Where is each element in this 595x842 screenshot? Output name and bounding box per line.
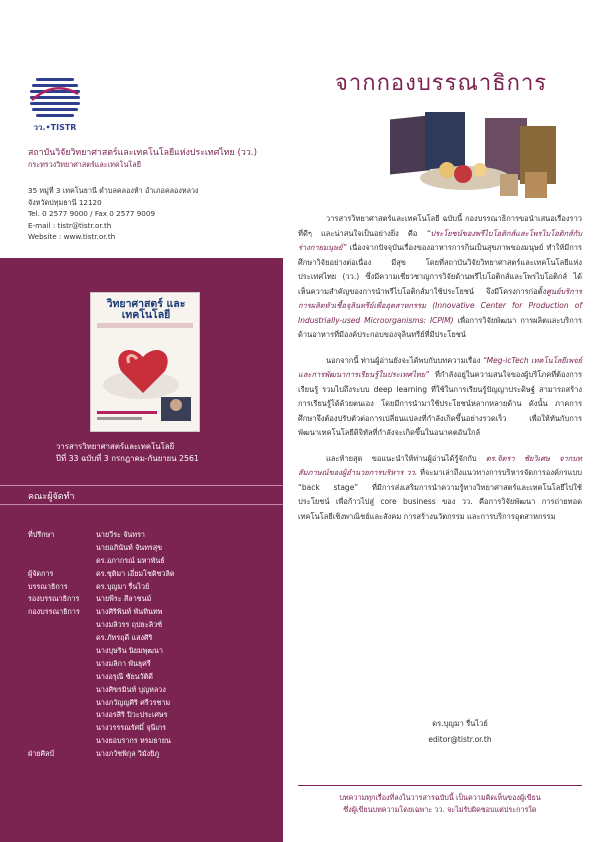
editor-row [28, 569, 278, 582]
editor-row [28, 685, 278, 698]
logo-text: วว.•TISTR [33, 123, 77, 132]
globe-icon [30, 72, 80, 134]
editor-name: นางมลิกา พันธุศรี [96, 658, 151, 668]
editor-row [28, 646, 278, 659]
editor-row [28, 723, 278, 736]
journal-cover [90, 292, 200, 432]
footer-line-1: บทความทุกเรื่องที่ลงในวารสารฉบับนี้ เป็นความคิดเห็นของผู้เขียน [339, 793, 541, 802]
editor-name: ดร.บุญมา รื่นไวย์ [96, 581, 150, 591]
org-email[interactable]: E-mail : tistr@tistr.or.th [28, 220, 112, 230]
editor-role: ผู้จัดการ [28, 568, 54, 578]
org-address-1: 35 หมู่ที่ 3 เทคโนธานี ตำบลคลองห้า อำเภอคลองหลวง [28, 186, 199, 195]
issue-number: ปีที่ 33 ฉบับที่ 3 กรกฎาคม-กันยายน 2561 [56, 453, 199, 463]
p1-text: วารสารวิทยาศาสตร์และเทคโนโลยี ฉบับนี้ กองบรรณาธิการขอนำเสนอเรื่องราวที่ดีๆ และน่าสนใจเป็นอย่างยิ่ง คือ [298, 214, 582, 238]
p2-text-end: ที่กำลังอยู่ในความสนใจของผู้บริโภคที่ต้องการเรียนรู้ รวมไปถึงระบบ deep learning ที่ใช้ในการเรียนรู้ปัญญาประดิษฐ์ สามารถสร้างการเรียนรู้ได้ด้วยตนเอง โดยมีการนำมาใช้ประโยชน์หลากหลายด้าน ดังนั้น ภาคการศึกษาจึงต้องปรับตัวต่อการเปลี่ยนแปลงที่กำลังเกิดขึ้นอย่างรวดเร็ว เพื่อให้ทันกับการพัฒนาเทคโนโลยีดิจิทัลที่กำลังจะเกิดขึ้นในอนาคตอันใกล้ [298, 370, 582, 437]
org-ministry: กระทรวงวิทยาศาสตร์และเทคโนโลยี [28, 160, 141, 169]
editor-row [28, 556, 278, 569]
editor-row [28, 530, 278, 543]
editor-row [28, 698, 278, 711]
editor-row [28, 607, 278, 620]
editor-name: นางศิขรมินท์ บุญหลวง [96, 684, 166, 694]
editor-row [28, 749, 278, 762]
p3-text: และท้ายสุด ขอแนะนำให้ท่านผู้อ่านได้รู้จักกับ [326, 453, 486, 463]
editors-list [28, 530, 278, 762]
signature-name: ดร.บุญมา รื่นไวย์ [432, 719, 488, 728]
editor-role: กองบรรณาธิการ [28, 607, 80, 617]
p1-text-end: เพื่อการวิจัยพัฒนา การผลิตและบริการด้านอาหารที่มีองค์ประกอบของจุลินทรีย์ที่มีประโยชน์ [298, 315, 582, 339]
p1-text-mid: เนื่องจากปัจจุบันเรื่องของอาหารการกินเป็นสุขภาพของมนุษย์ ทำให้มีการศึกษาวิจัยอย่างต่อเนื่อง มีสุข โดยที่สถาบันวิจัยวิทยาศาสตร์และเทคโนโลยีแห่งประเทศไทย (วว.) ซึ่งมีความเชี่ยวชาญการวิจัยด้านพรีไบโอติกส์และโพรไบโอติกส์ ได้เห็นความสำคัญของการนำพรีไบโอติกส์มาใช้ประโยชน์ จึงมีโครงการก่อตั้ง [298, 243, 582, 296]
editor-row [28, 594, 278, 607]
signature-block [400, 716, 520, 748]
editor-name: นางภวัชพิกุล วิมังยิภู [96, 749, 160, 759]
editor-name: นายวีระ จันทรา [96, 530, 145, 539]
editor-name: ดร.ภัทรฤดี แสงศิริ [96, 633, 153, 643]
page-title: จากกองบรรณาธิการ [335, 71, 548, 96]
editor-role: ฝ่ายศิลป์ [28, 749, 54, 759]
p1-highlight-2: ศูนย์บริการการผลิตหัวเชื้อจุลินทรีย์เพื่ออุตสาหกรรม (Innovative Center for Production of Industrially-used Microorganisms: ICPIM) [298, 286, 582, 325]
signature-email[interactable]: editor@tistr.or.th [428, 735, 492, 744]
product-photo [385, 112, 560, 202]
editor-role: บรรณาธิการ [28, 581, 68, 591]
paragraph-3 [298, 452, 582, 525]
journal-name: วารสารวิทยาศาสตร์และเทคโนโลยี [56, 442, 175, 451]
editor-row [28, 543, 278, 556]
editor-name: ดร.อภากรณ์ มหาพันธ์ [96, 555, 165, 565]
editor-row [28, 633, 278, 646]
editor-name: ดร.ชุติมา เอี่ยมโชติชวลิต [96, 568, 175, 578]
organization-info [28, 147, 278, 243]
editorial-body [298, 212, 582, 535]
editor-name: นายพีระ สีลาชนม์ [96, 594, 152, 604]
editors-heading: คณะผู้จัดทำ [28, 492, 75, 502]
editor-name: นางอรสิริ ปิวะประเศษร [96, 710, 168, 720]
p3-highlight: ดร.จิตรา ชัยวิเศษ จากบทสัมภาษณ์ของผู้อำนวยการบริหาร วว. [298, 453, 582, 477]
editor-name: นางศิริพินท์ พันทินทพ [96, 607, 163, 617]
p2-highlight: “Meg-icTech เทคโนโลยีเพจย์และการพัฒนาการเรียนรู้ในประเทศไทย” [298, 355, 583, 379]
p2-text: นอกจากนี้ ท่านผู้อ่านยังจะได้พบกับบทความเรื่อง [326, 355, 483, 365]
p3-text-end: ที่จะมาเล่าถึงแนวทางการบริหารจัดการองค์กรแบบ “back stage” ที่มีการส่งเสริมการนำความรู้ทางวิทยาศาสตร์และเทคโนโลยีไปใช้ประโยชน์ เพื่อก้าวไปสู่ core business ของ วว. คือการวิจัยพัฒนา การถ่ายทอดเทคโนโลยีเชิงพาณิชย์และสังคม การสร้างนวัตกรรม และการบริการอุตสาหกรรม [298, 468, 582, 521]
editor-role: ที่ปรึกษา [28, 530, 55, 539]
product-image [385, 112, 560, 202]
tistr-logo [30, 72, 80, 134]
editor-row [28, 620, 278, 633]
editor-role: รองบรรณาธิการ [28, 594, 80, 604]
footer-divider [298, 785, 582, 786]
editor-name: นายอภินันท์ จันทรสุข [96, 542, 163, 552]
editor-row [28, 672, 278, 685]
editor-name: นางวรรรณรัศมิ์ จุนีเกร [96, 723, 166, 733]
editors-heading-bar [0, 485, 283, 505]
cover-art [91, 293, 199, 431]
org-name: สถาบันวิจัยวิทยาศาสตร์และเทคโนโลยีแห่งประเทศไทย (วว.) [28, 148, 258, 158]
p1-highlight-1: “ประโยชน์ของพรีไบโอติกส์และโพรไบโอติกส์กับร่างกายมนุษย์” [298, 228, 582, 252]
editor-row [28, 736, 278, 749]
footer-line-2: ซึ่งผู้เขียนบทความโดยเฉพาะ วว. จะไม่รับผิดชอบแต่ประการใด [343, 805, 537, 814]
editor-name: นางยอบรากร หรมธายน [96, 736, 171, 746]
editor-row [28, 659, 278, 672]
editor-name: นางอรุณี ชัยนวัติดี [96, 671, 153, 681]
org-tel: Tel. 0 2577 9000 / Fax 0 2577 9009 [28, 209, 156, 218]
editor-name: นางภวัญญศิริ ศรีวรชาม [96, 697, 171, 707]
org-address-2: จังหวัดปทุมธานี 12120 [28, 197, 102, 207]
issue-info [56, 441, 266, 464]
editor-row [28, 582, 278, 595]
org-website[interactable]: Website : www.tistr.or.th [28, 232, 116, 241]
paragraph-2 [298, 354, 582, 441]
footer-disclaimer [298, 792, 582, 816]
cover-title: วิทยาศาสตร์ และเทคโนโลยี [106, 298, 186, 321]
editor-name: นางมลิวรร ฤปธะลิวซ์ [96, 620, 163, 630]
editor-row [28, 710, 278, 723]
editor-name: นางบุษริน นิยมพุฒนา [96, 646, 163, 656]
paragraph-1 [298, 212, 582, 343]
